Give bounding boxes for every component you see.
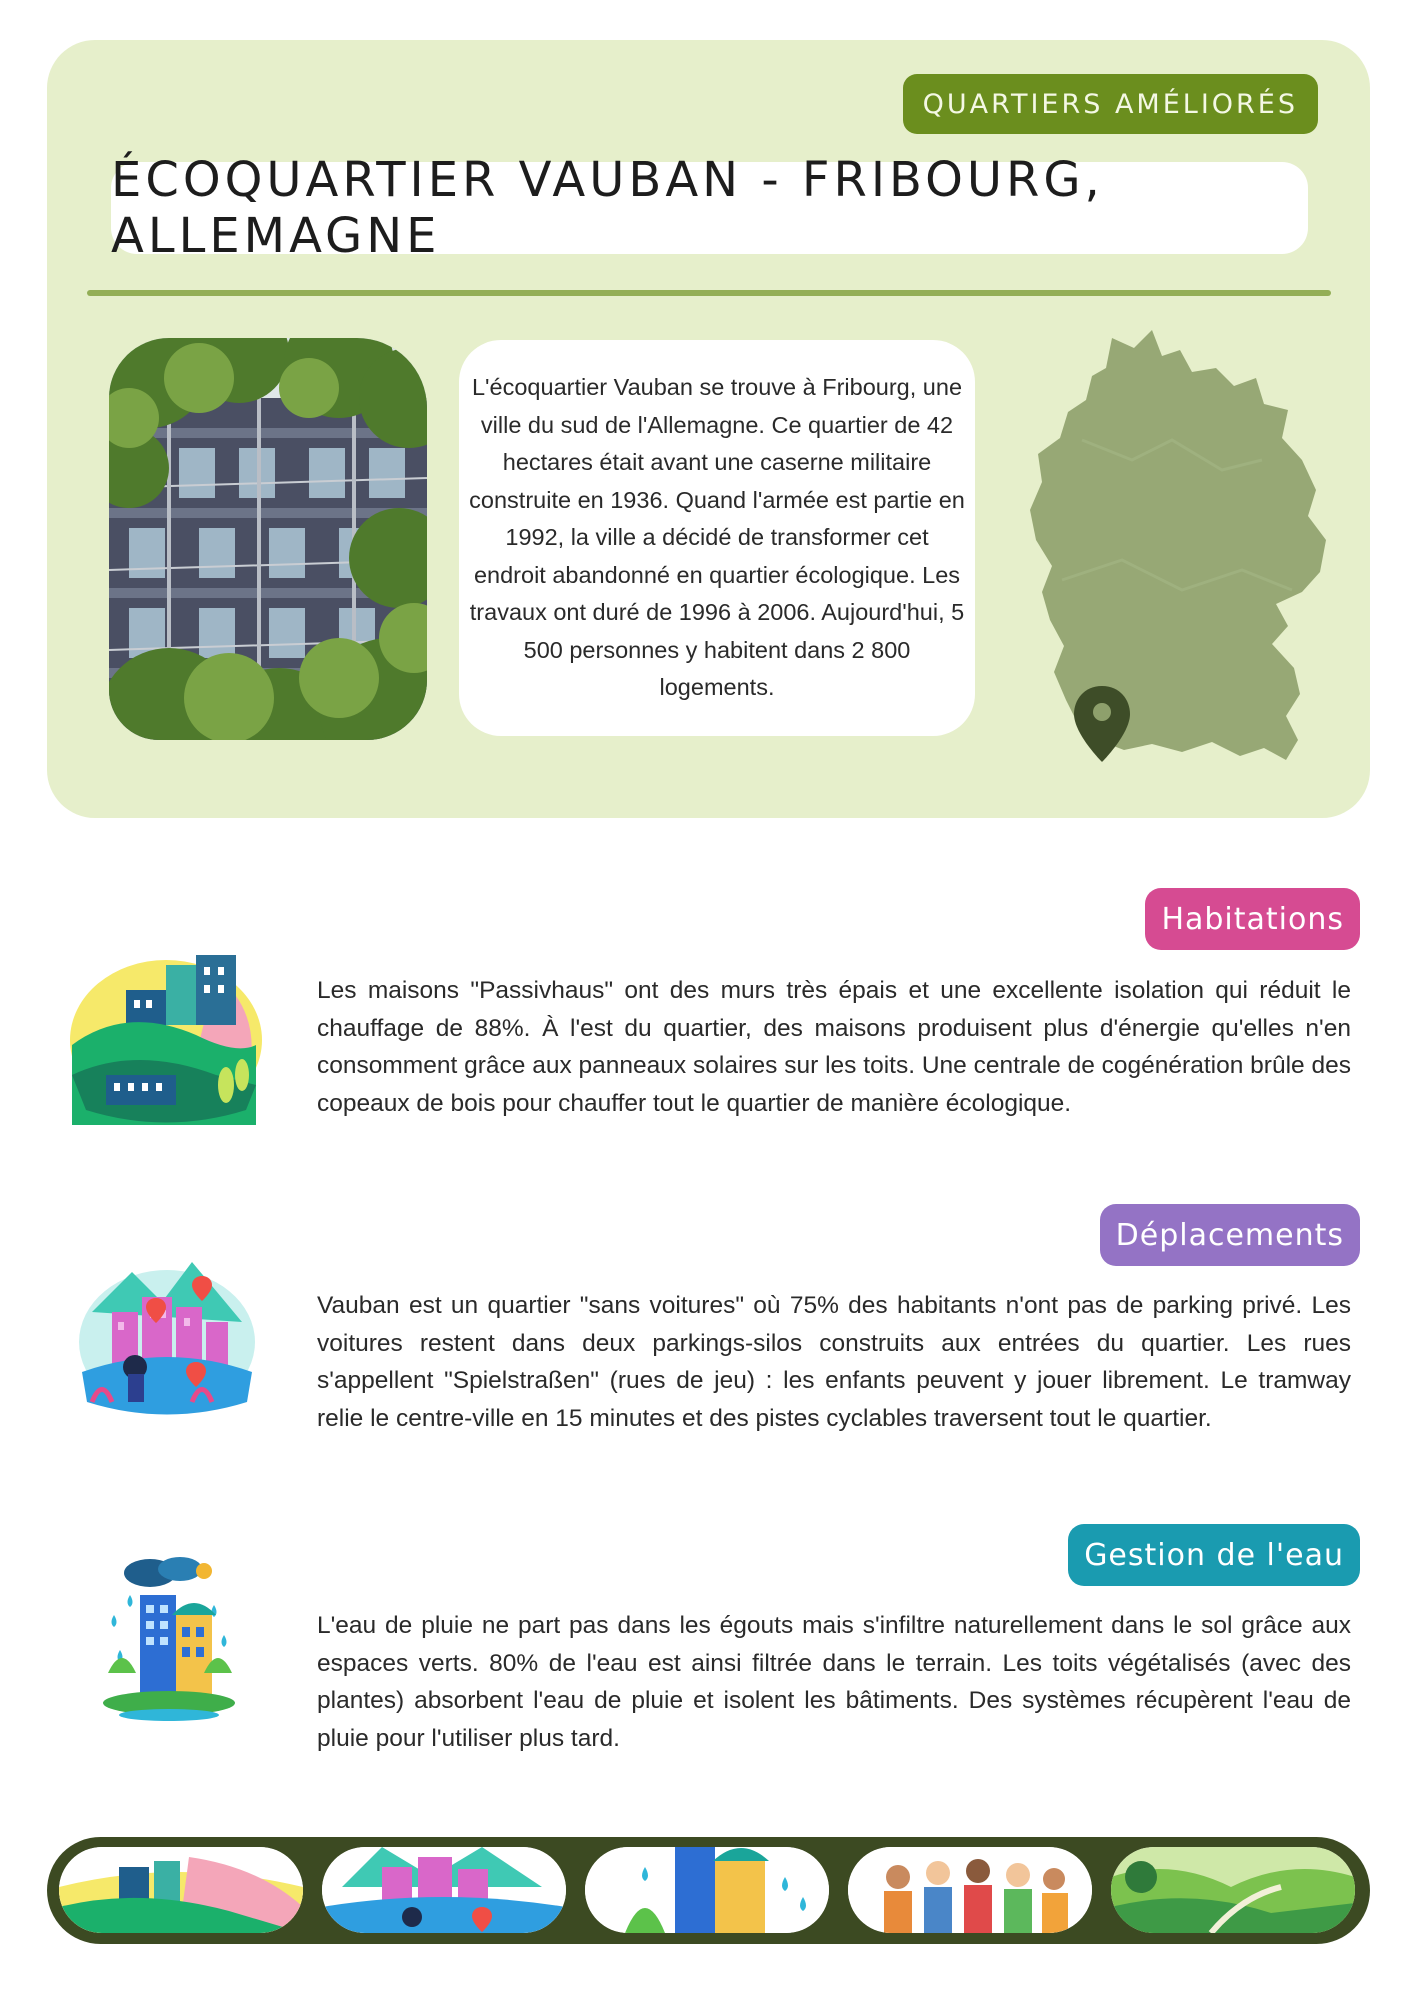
category-tag: QUARTIERS AMÉLIORÉS bbox=[903, 74, 1318, 134]
city-thumb bbox=[322, 1847, 566, 1933]
section-eau-text: L'eau de pluie ne part pas dans les égouts mais s'infiltre naturellement dans le sol grâce aux espaces verts. 80% de l'eau est ainsi filtrée dans le terrain. Les toits végétalisés (avec des plantes) absorbent l'eau de pluie et isolent les bâtiments. Des systèmes récupèrent l'eau de pluie pour l'utiliser plus tard. bbox=[317, 1612, 1351, 1752]
vauban-building-photo bbox=[109, 338, 427, 740]
section-deplacements-text: Vauban est un quartier "sans voitures" où 75% des habitants n'ont pas de parking privé. Les voitures restent dans deux parkings-silos construits aux entrées du quartier. Les rues s'appellent "Spielstraßen" (rues de jeu) : les enfants peuvent y jouer librement. Le tramway relie le centre-ville en 15 minutes et des pistes cyclables traversent tout le quartier. bbox=[317, 1292, 1351, 1432]
section-habitations-text: Les maisons "Passivhaus" ont des murs très épais et une excellente isolation qui réduit le chauffage de 88%. À l'est du quartier, des maisons produisent plus d'énergie qu'elles n'en consomment grâce aux panneaux solaires sur les toits. Une centrale de cogénération brûle des copeaux de bois pour chauffer tout le quartier de manière écologique. bbox=[317, 977, 1351, 1117]
city-map-pins-icon bbox=[72, 1252, 262, 1424]
people-thumb bbox=[848, 1847, 1092, 1933]
rain-building-icon bbox=[100, 1555, 238, 1725]
section-eau-label: Gestion de l'eau bbox=[1068, 1524, 1360, 1586]
header-card bbox=[47, 40, 1370, 818]
page-title: ÉCOQUARTIER VAUBAN - FRIBOURG, ALLEMAGNE bbox=[111, 152, 1104, 264]
houses-thumb bbox=[59, 1847, 303, 1933]
map-pin-icon bbox=[1074, 686, 1130, 762]
intro-text: L'écoquartier Vauban se trouve à Fribourg, une ville du sud de l'Allemagne. Ce quartier de 42 hectares était avant une caserne militaire construite en 1936. Quand l'armée est partie en 1992, la ville a décidé de transformer cet endroit abandonné en quartier écologique. Les travaux ont duré de 1996 à 2006. Aujourd'hui, 5 500 personnes y habitent dans 2 800 logements. bbox=[469, 374, 965, 701]
germany-map bbox=[1002, 320, 1342, 800]
title-divider bbox=[87, 290, 1331, 296]
nature-thumb bbox=[1111, 1847, 1355, 1933]
title-box bbox=[111, 152, 1308, 264]
footer-banner bbox=[47, 1837, 1370, 1944]
intro-box bbox=[459, 340, 975, 736]
houses-hill-icon bbox=[66, 935, 266, 1125]
section-habitations-label: Habitations bbox=[1145, 888, 1360, 950]
rain-thumb bbox=[585, 1847, 829, 1933]
section-deplacements-label: Déplacements bbox=[1100, 1204, 1360, 1266]
